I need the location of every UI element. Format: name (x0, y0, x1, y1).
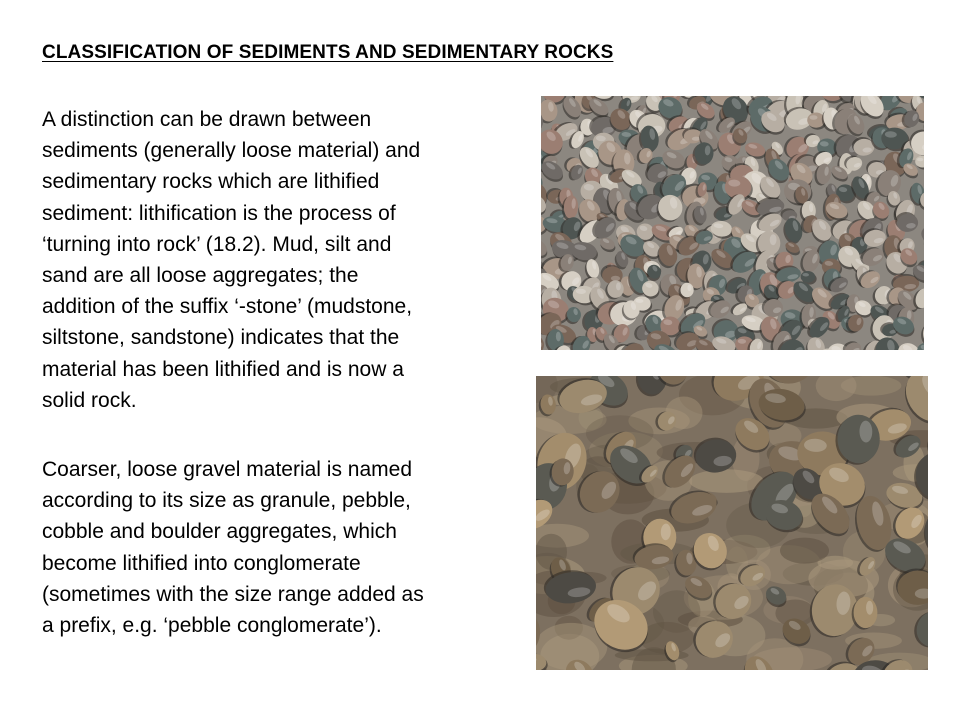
paragraph-line: addition of the suffix ‘-stone’ (mudstone, (42, 295, 413, 319)
paragraph-line: siltstone, sandstone) indicates that the (42, 326, 400, 350)
gravel-photo (541, 96, 924, 350)
paragraph-line: sediment: lithification is the process of (42, 201, 396, 225)
paragraph-line: become lithified into conglomerate (42, 551, 361, 575)
paragraph-line: ‘turning into rock’ (18.2). Mud, silt and (42, 232, 392, 256)
paragraph-line: sediments (generally loose material) and (42, 139, 421, 163)
paragraph-line: (sometimes with the size range added as (42, 582, 424, 606)
paragraph-line: a prefix, e.g. ‘pebble conglomerate’). (42, 614, 382, 638)
paragraph-conglomerate (42, 454, 502, 641)
rock-matrix-patch (689, 469, 764, 493)
paragraph-line: A distinction can be drawn between (42, 108, 372, 131)
paragraph-line: material has been lithified and is now a (42, 357, 404, 381)
conglomerate-photo-illustration (536, 376, 928, 670)
paragraph-line: according to its size as granule, pebble, (42, 489, 411, 513)
pebble-highlight (611, 276, 620, 281)
pebble-body (681, 283, 694, 298)
gravel-photo-illustration (541, 96, 924, 350)
pebble-highlight (687, 285, 691, 292)
pebble-highlight (810, 115, 818, 120)
rock-matrix-patch (780, 538, 829, 564)
paragraph-line: Coarser, loose gravel material is named (42, 458, 413, 481)
paragraph-line: sand are all loose aggregates; the (42, 264, 359, 288)
paragraph-line: sedimentary rocks which are lithified (42, 170, 380, 194)
pebble-highlight (917, 158, 923, 162)
paragraph-line: cobble and boulder aggregates, which (42, 520, 397, 544)
pebble-highlight (616, 282, 621, 290)
pebble-body (607, 280, 623, 298)
conglomerate-photo (536, 376, 928, 670)
paragraph-line: solid rock. (42, 388, 137, 412)
slide-title: CLASSIFICATION OF SEDIMENTS AND SEDIMENTARY ROCKS (42, 42, 614, 63)
paragraph-lithification (42, 104, 502, 416)
